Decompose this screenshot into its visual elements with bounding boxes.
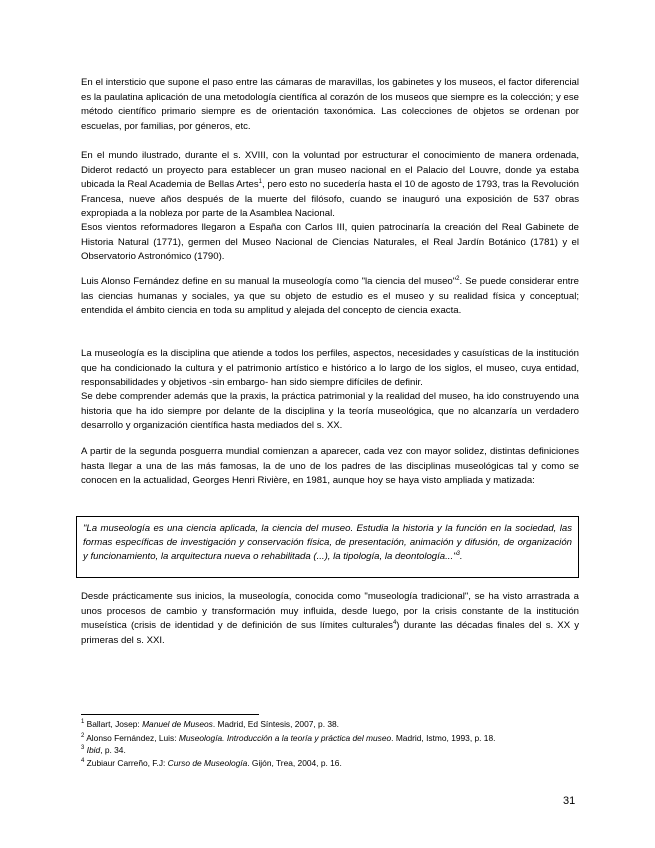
paragraph-7-text: A partir de la segunda posguerra mundial comienzan a aparecer, cada vez con mayor solidez, distintas definiciones hasta llegar a una de las más famosas, la de uno de los padres de las disciplinas museológicas tal y como se conocen en la actualidad, Georges Henri Rivière, en 1981, aunque hoy se haya visto ampliada y matizada: <box>81 446 579 486</box>
page-number: 31 <box>563 795 576 807</box>
quote-text: "La museología es una ciencia aplicada, la ciencia del museo. Estudia la historia y la función en la sociedad, las formas específicas de investigación y conservación física, de presentación, animación y difusión, de organización y funcionamiento, la arquitectura nueva o rehabilitada (...), la tipología, la deontología..." <box>83 523 572 563</box>
paragraph-2-text-a: En el mundo ilustrado, durante el s. XVIII, con la voluntad por estructurar el conocimiento de manera ordenada, Diderot redactó un proyecto para establecer un gran museo nacional en el Palacio del Louvre, donde ya estaba ubicada la Real Academia de Bellas Artes <box>81 150 579 190</box>
footnote-number: 1 <box>81 719 85 726</box>
footnote-ref-2[interactable]: 2 <box>456 275 460 282</box>
paragraph-1-text: En el intersticio que supone el paso entre las cámaras de maravillas, los gabinetes y los museos, el factor diferencial es la paulatina aplicación de una metodología científica al corazón de los museos que siempre es la colección; y ese método científico primario siempre es de orientación taxonómica. Las colecciones de objetos se ordenan por escuelas, por familias, por géneros, etc. <box>81 77 579 132</box>
footnote-ref-1[interactable]: 1 <box>258 178 263 185</box>
footnote-details: . Madrid, Istmo, 1993, p. 18. <box>391 733 496 743</box>
footnote-ref-4[interactable]: 4 <box>392 619 397 626</box>
footnote-author: Ballart, Josep: <box>86 719 143 729</box>
footnote-number: 4 <box>81 758 85 765</box>
paragraph-8-text-a: Desde prácticamente sus inicios, la museología, conocida como "museología tradicional", se ha visto arrastrada a unos procesos de cambio y transformación muy influida, desde luego, por la crisis constante de la institución museística (crisis de identidad y de definición de sus límites culturales <box>81 591 579 631</box>
footnote-author: Zubiaur Carreño, F.J: <box>86 758 168 768</box>
quote-box: "La museología es una ciencia aplicada, la ciencia del museo. Estudia la historia y la función en la sociedad, las formas específicas de investigación y conservación física, de presentación, animación y difusión, de organización y funcionamiento, la arquitectura nueva o rehabilitada (...), la tipología, la deontología..."$^3$. <box>76 516 579 578</box>
footnote-details: . Gijón, Trea, 2004, p. 16. <box>247 758 342 768</box>
paragraph-5-text: La museología es la disciplina que atiende a todos los perfiles, aspectos, necesidades y casuísticas de la institución que ha condicionado la cultura y el patrimonio artístico e histórico a lo largo de los siglos, el museo, cuya entidad, responsabilidades y objetivos -sin embargo- han sido siempre difíciles de definir. <box>81 348 579 388</box>
paragraph-3-text: Esos vientos reformadores llegaron a España con Carlos III, quien patrocinaría la creación del Real Gabinete de Historia Natural (1771), germen del Museo Nacional de Ciencias Naturales, el Real Jardín Botánico (1781) y el Observatorio Astronómico (1790). <box>81 222 579 262</box>
footnote-2 <box>81 733 579 744</box>
footnote-details: . Madrid, Ed Síntesis, 2007, p. 38. <box>212 719 340 729</box>
paragraph-6 <box>81 390 579 434</box>
footnote-title: Museología. Introducción a la teoría y práctica del museo <box>178 733 392 743</box>
paragraph-4 <box>81 275 579 319</box>
paragraph-1 <box>81 76 579 134</box>
footnote-4 <box>81 758 579 769</box>
footnote-details: , p. 34. <box>100 745 126 755</box>
footnote-ref-3[interactable]: 3 <box>456 551 460 558</box>
paragraph-4-text-a: Luis Alonso Fernández define en su manual la museología como "la ciencia del museo" <box>81 276 457 287</box>
paragraph-8-text-b: ) durante las décadas finales del s. XX y primeras del s. XXI. <box>81 620 580 646</box>
paragraph-3 <box>81 221 579 265</box>
footnote-title: Ibid <box>86 745 101 755</box>
paragraph-4-text-b: . Se puede considerar entre las ciencias humanas y sociales, ya que su objeto de estudio es el museo y su realidad física y conceptual; entendida el ámbito ciencia en toda su amplitud y alejada del concepto de ciencia exacta. <box>81 276 579 316</box>
paragraph-6-text: Se debe comprender además que la praxis, la práctica patrimonial y la realidad del museo, ha ido construyendo una historia que ha ido siempre por delante de la disciplina y la teoría museológica, que no alcanzaría un verdadero desarrollo y organización científica hasta mediados del s. XX. <box>81 391 579 431</box>
footnote-number: 3 <box>81 745 85 752</box>
footnote-number: 2 <box>81 733 85 740</box>
paragraph-8 <box>81 590 579 648</box>
paragraph-7 <box>81 445 579 489</box>
footnote-author: Alonso Fernández, Luis: <box>86 733 179 743</box>
paragraph-2-text-b: , pero esto no sucedería hasta el 10 de agosto de 1793, tras la Revolución Francesa, nueve años después de la muerte del filósofo, cuando se inauguró una exposición de 537 obras expropiada a la nobleza por parte de la Asamblea Nacional. <box>81 179 579 219</box>
footnote-3 <box>81 745 579 756</box>
footnote-1 <box>81 719 579 730</box>
paragraph-5 <box>81 347 579 391</box>
paragraph-2 <box>81 149 579 222</box>
footnote-title: Manuel de Museos <box>142 719 213 729</box>
footnote-title: Curso de Museología <box>167 758 248 768</box>
footnote-divider <box>81 714 259 715</box>
